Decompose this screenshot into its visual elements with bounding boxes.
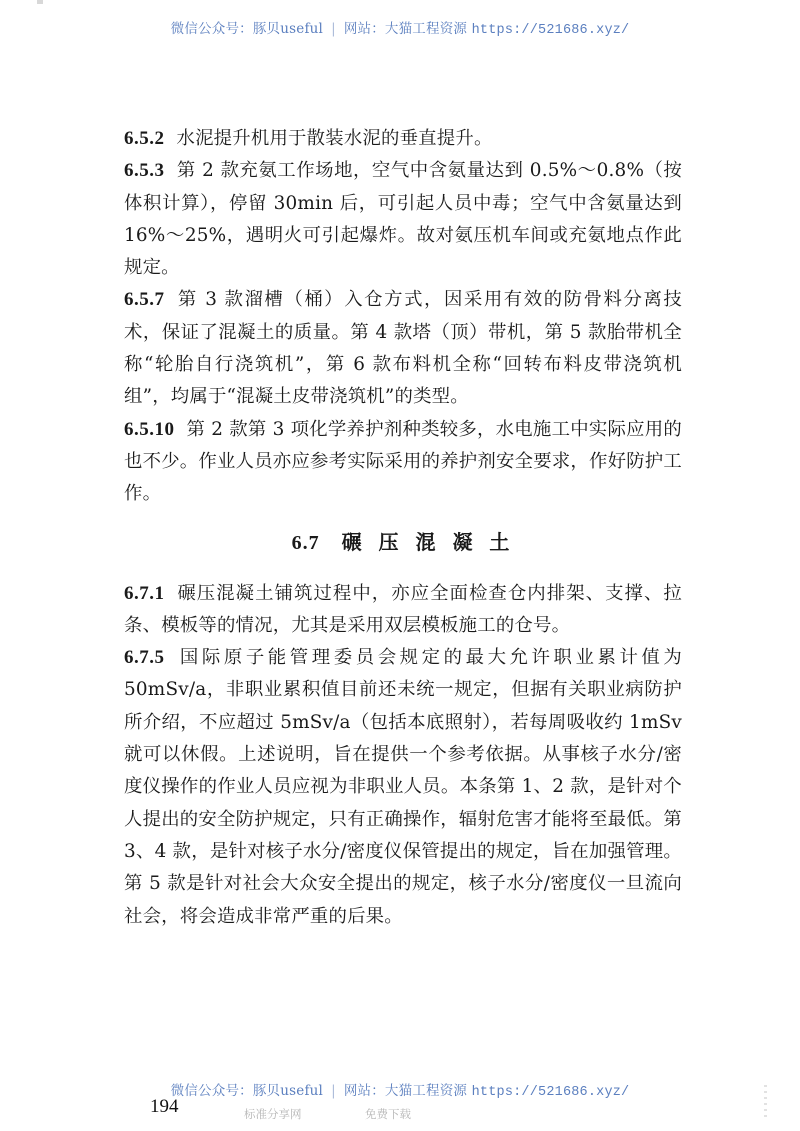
watermark-wechat: 微信公众号：豚贝useful <box>170 21 324 37</box>
clause-text: 第 2 款第 3 项化学养护剂种类较多，水电施工中实际应用的也不少。作业人员亦应参考实际采用的养护剂安全要求，作好防护工作。 <box>124 418 682 505</box>
watermark-separator: | <box>331 21 336 37</box>
clause-6-5-10 <box>124 414 682 511</box>
watermark-wechat: 微信公众号：豚贝useful <box>170 1083 324 1099</box>
section-title: 碾 压 混 凝 土 <box>341 529 515 554</box>
watermark-url[interactable]: https://521686.xyz/ <box>471 1085 630 1100</box>
clause-number: 6.5.10 <box>124 418 175 440</box>
clause-6-7-5 <box>124 642 682 933</box>
clause-number: 6.7.5 <box>124 647 165 669</box>
clause-number: 6.5.3 <box>124 160 165 182</box>
clause-6-5-2 <box>124 123 682 155</box>
scan-artifact <box>764 1085 767 1121</box>
section-heading <box>124 525 682 560</box>
section-number: 6.7 <box>291 531 320 554</box>
page-number: 194 <box>150 1096 179 1117</box>
watermark-bottom <box>0 1079 800 1100</box>
clause-6-5-7 <box>124 284 682 413</box>
clause-6-7-1 <box>124 578 682 643</box>
clause-text: 第 2 款充氨工作场地，空气中含氨量达到 0.5%～0.8%（按体积计算），停留 30min 后，可引起人员中毒；空气中含氨量达到 16%～25%，遇明火可引起爆炸。故对氨压机车间或充氨地点作此规定。 <box>124 160 682 279</box>
watermark-site: 网站：大猫工程资源 <box>343 1083 468 1099</box>
footer-label-left: 标准分享网 <box>244 1107 302 1121</box>
clause-text: 国际原子能管理委员会规定的最大允许职业累计值为 50mSv/a，非职业累积值目前还未统一规定，但据有关职业病防护所介绍，不应超过 5mSv/a（包括本底照射），若每周吸收约 1mSv 就可以休假。上述说明，旨在提供一个参考依据。从事核子水分/密度仪操作的作业人员应视为非职业人员。本条第 1、2 款，是针对个人提出的安全防护规定，只有正确操作，辐射危害才能将至最低。第 3、4 款，是针对核子水分/密度仪保管提出的规定，旨在加强管理。第 5 款是针对社会大众安全提出的规定，核子水分/密度仪一旦流向社会，将会造成非常严重的后果。 <box>124 647 682 927</box>
page-body <box>124 123 682 933</box>
scan-artifact <box>37 0 43 4</box>
watermark-top <box>0 17 800 38</box>
clause-number: 6.5.2 <box>124 128 165 149</box>
watermark-url[interactable]: https://521686.xyz/ <box>471 23 630 38</box>
clause-text: 第 3 款溜槽（桶）入仓方式，因采用有效的防骨料分离技术，保证了混凝土的质量。第 4 款塔（顶）带机，第 5 款胎带机全称“轮胎自行浇筑机”，第 6 款布料机全称“回转布料皮带浇筑机组”，均属于“混凝土皮带浇筑机”的类型。 <box>124 289 682 408</box>
clause-text: 水泥提升机用于散装水泥的垂直提升。 <box>176 128 493 149</box>
footer-label-right: 免费下载 <box>365 1107 411 1121</box>
clause-6-5-3 <box>124 155 682 284</box>
clause-text: 碾压混凝土铺筑过程中，亦应全面检查仓内排架、支撑、拉条、模板等的情况，尤其是采用双层模板施工的仓号。 <box>124 582 682 636</box>
watermark-separator: | <box>331 1083 336 1099</box>
watermark-site: 网站：大猫工程资源 <box>343 21 468 37</box>
clause-number: 6.5.7 <box>124 289 165 311</box>
clause-number: 6.7.1 <box>124 582 165 604</box>
